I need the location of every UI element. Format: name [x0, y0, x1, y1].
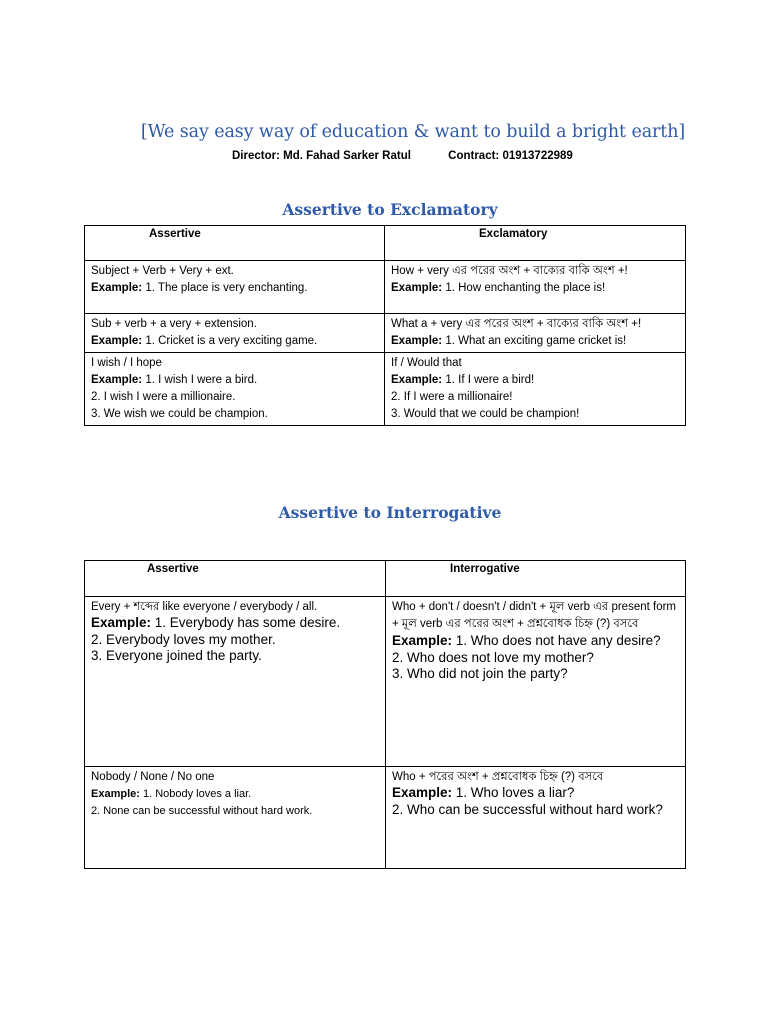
rule-text: If / Would that — [391, 357, 462, 369]
column-header-exclamatory: Exclamatory — [385, 226, 686, 261]
rule-text: Sub + verb + a very + extension. — [91, 318, 257, 330]
rule-text: Nobody / None / No one — [91, 771, 215, 783]
example-line: 3. Would that we could be champion! — [391, 408, 580, 420]
example-line: Example: 1. Who does not have any desire? — [392, 633, 661, 648]
rule-text: Subject + Verb + Very + ext. — [91, 265, 234, 277]
example-line: Example: 1. The place is very enchanting. — [91, 282, 308, 294]
example-line: 2. I wish I were a millionaire. — [91, 391, 236, 403]
example-line: Example: 1. Cricket is a very exciting game. — [91, 335, 318, 347]
example-line: 3. We wish we could be champion. — [91, 408, 268, 420]
rule-text: What a + very এর পরের অংশ + বাক্যের বাকি অংশ +! — [391, 318, 642, 330]
example-line: Example: 1. I wish I were a bird. — [91, 374, 258, 386]
example-line: 3. Who did not join the party? — [392, 666, 568, 681]
example-line: 2. None can be successful without hard work. — [91, 805, 313, 817]
column-header-interrogative: Interrogative — [386, 561, 686, 597]
rule-cell — [385, 314, 686, 353]
rule-cell — [386, 767, 686, 869]
section-title-exclamatory: Assertive to Exclamatory — [282, 200, 498, 219]
rule-text: Every + শব্দের like everyone / everybody / all. — [91, 601, 318, 613]
rule-cell — [85, 314, 385, 353]
interrogative-table — [84, 560, 686, 869]
example-line: Example: 1. What an exciting game cricket is! — [391, 335, 627, 347]
example-line: Example: 1. Nobody loves a liar. — [91, 788, 252, 800]
example-line: 2. Who can be successful without hard work? — [392, 801, 663, 817]
example-line: Example: 1. Everybody has some desire. — [91, 615, 341, 630]
example-line: Example: 1. How enchanting the place is! — [391, 282, 606, 294]
exclamatory-table — [84, 225, 686, 426]
credits — [232, 150, 573, 162]
rule-cell — [85, 353, 385, 426]
table-row — [85, 597, 686, 767]
table-row — [85, 353, 686, 426]
column-header-assertive: Assertive — [85, 561, 386, 597]
example-line: 2. Who does not love my mother? — [392, 649, 594, 665]
example-line: Example: 1. Who loves a liar? — [392, 785, 575, 800]
rule-text: Who + don't / doesn't / didn't + মূল verb এর present form + মূল verb এর পরের অংশ + প্রশ্নবোধক চিহ্ন (?) বসবে — [392, 601, 677, 630]
rule-cell — [385, 353, 686, 426]
rule-text: I wish / I hope — [91, 357, 162, 369]
table-row — [85, 767, 686, 869]
table-row — [85, 261, 686, 314]
example-line: 2. If I were a millionaire! — [391, 391, 513, 403]
director-name: Director: Md. Fahad Sarker Ratul — [232, 150, 411, 162]
rule-cell — [85, 261, 385, 314]
example-line: Example: 1. If I were a bird! — [391, 374, 535, 386]
rule-text: How + very এর পরের অংশ + বাক্যের বাকি অংশ +! — [391, 265, 628, 277]
rule-cell — [85, 767, 386, 869]
tagline: [We say easy way of education & want to build a bright earth] — [140, 122, 686, 142]
rule-cell — [85, 597, 386, 767]
table-header-row — [85, 561, 686, 597]
contract-number: Contract: 01913722989 — [448, 150, 573, 162]
example-line: 3. Everyone joined the party. — [91, 648, 262, 663]
column-header-assertive: Assertive — [85, 226, 385, 261]
table-row — [85, 314, 686, 353]
rule-cell — [386, 597, 686, 767]
section-title-interrogative: Assertive to Interrogative — [278, 503, 502, 522]
table-header-row — [85, 226, 686, 261]
example-line: 2. Everybody loves my mother. — [91, 631, 276, 647]
rule-cell — [385, 261, 686, 314]
rule-text: Who + পরের অংশ + প্রশ্নবোধক চিহ্ন (?) বসবে — [392, 771, 604, 783]
